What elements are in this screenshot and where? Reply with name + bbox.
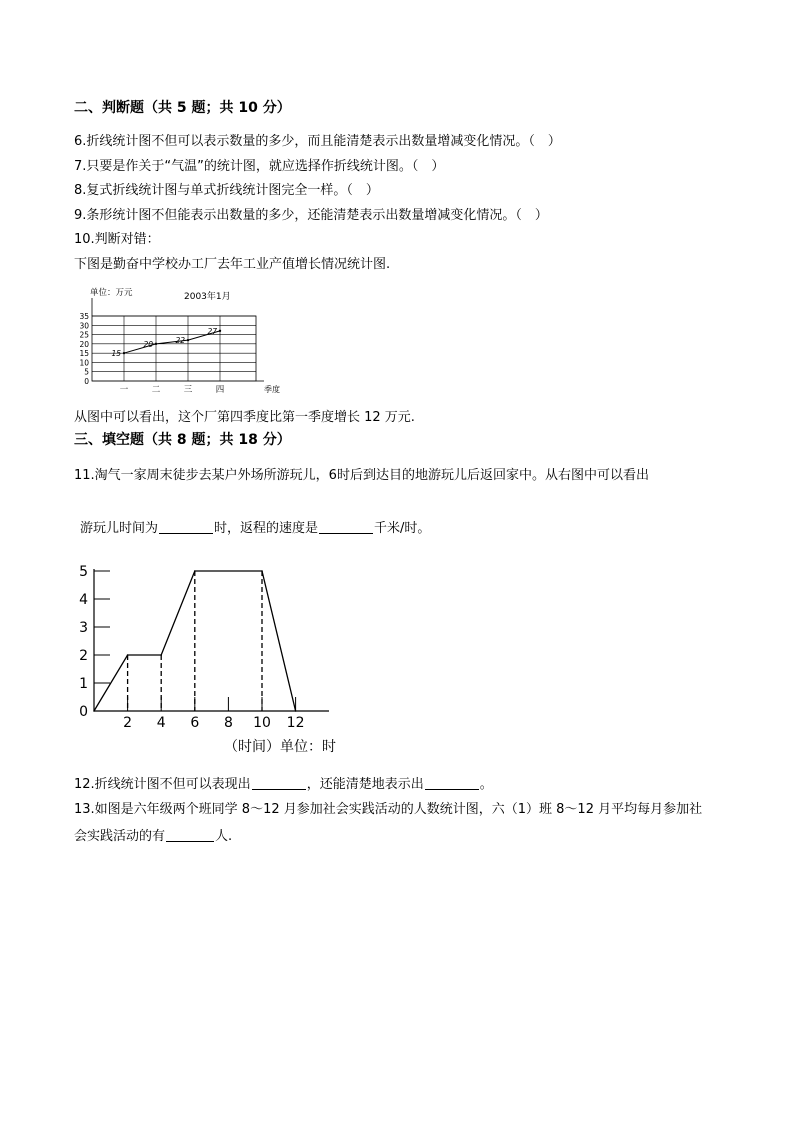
chart1-point	[187, 339, 189, 341]
chart2-x-tick-label: 6	[190, 715, 200, 731]
chart2-point	[194, 570, 196, 572]
chart-production	[74, 282, 304, 398]
chart2-y-tick-label: 1	[79, 676, 88, 692]
chart1-data-label: 27	[207, 326, 217, 336]
section2-heading: 二、判断题（共 5 题；共 10 分）	[74, 100, 291, 116]
q13-text-2: 人.	[215, 829, 233, 844]
question-13-line1: 13.如图是六年级两个班同学 8～12 月参加社会实践活动的人数统计图，六（1）班 8～12 月平均每月参加社	[74, 802, 703, 817]
chart2-y-tick-label: 3	[79, 620, 88, 636]
q13-text-1: 会实践活动的有	[74, 829, 166, 844]
chart2-y-ticks	[79, 564, 88, 720]
question-10-title: 10.判断对错：	[74, 232, 160, 247]
question-12	[74, 776, 493, 793]
chart1-y-tick-label: 15	[79, 349, 89, 359]
chart1-point	[155, 343, 157, 345]
question-11-fill	[80, 520, 430, 537]
chart2-point	[160, 654, 162, 656]
chart1-y-tick-label: 20	[79, 339, 89, 349]
chart1-y-tick-label: 10	[79, 358, 89, 368]
chart1-y-tick-label: 30	[79, 321, 89, 331]
q11-blank-2[interactable]	[319, 520, 373, 534]
chart1-point	[219, 330, 221, 332]
chart1-title: 2003年1月	[184, 292, 231, 302]
chart1-data-label: 22	[175, 336, 185, 346]
q11-text-1: 游玩儿时间为	[80, 521, 159, 536]
chart1-line	[124, 331, 220, 353]
chart2-y-tick-label: 2	[79, 648, 88, 664]
chart2-y-tick-label: 4	[79, 592, 88, 608]
chart1-y-tick-label: 35	[79, 312, 89, 321]
chart1-x-tick-label: 三	[183, 385, 193, 395]
q12-text-3: 。	[479, 777, 493, 792]
question-8: 8.复式折线统计图与单式折线统计图完全一样。（ ）	[74, 183, 379, 198]
chart2-point	[93, 710, 95, 712]
q11-text-3: 千米/时。	[374, 521, 431, 536]
chart2-x-ticks	[123, 715, 304, 731]
chart2-point	[261, 570, 263, 572]
chart1-data-label: 15	[111, 349, 121, 359]
chart1-unit-label: 单位：万元	[90, 288, 133, 298]
chart1-series	[111, 327, 221, 358]
question-11: 11.淘气一家周末徒步去某户外场所游玩儿，6时后到达目的地游玩儿后返回家中。从右图中可以看出	[74, 468, 649, 483]
chart1-x-tick-label: 一	[119, 385, 129, 395]
q11-text-2: 时，返程的速度是	[214, 521, 319, 536]
chart1-x-label: 季度	[264, 385, 280, 394]
q12-text-2: ，还能清楚地表示出	[306, 777, 424, 792]
chart1-x-ticks	[120, 385, 225, 395]
chart2-point	[295, 710, 297, 712]
q13-blank[interactable]	[166, 828, 214, 842]
chart1-x-tick-label: 四	[215, 385, 225, 395]
chart1-y-ticks	[79, 312, 89, 386]
chart2-dashed-lines	[128, 571, 262, 711]
q12-blank-1[interactable]	[252, 776, 306, 790]
chart2-y-tick-label: 5	[79, 564, 88, 580]
chart2-x-tick-label: 10	[253, 715, 271, 731]
chart2-x-tick-label: 2	[123, 715, 133, 731]
chart1-x-tick-label: 二	[151, 385, 161, 395]
chart2-x-tick-label: 12	[286, 715, 305, 731]
section3-heading: 三、填空题（共 8 题；共 18 分）	[74, 432, 291, 448]
chart1-y-tick-label: 5	[84, 367, 89, 377]
chart1-data-label: 20	[143, 339, 153, 349]
question-10-statement: 从图中可以看出，这个厂第四季度比第一季度增长 12 万元.	[74, 410, 415, 425]
question-6: 6.折线统计图不但可以表示数量的多少，而且能清楚表示出数量增减变化情况。（ ）	[74, 134, 561, 149]
chart1-y-tick-label: 0	[84, 377, 89, 386]
chart2-axes	[94, 569, 329, 711]
chart2-x-tick-label: 8	[223, 715, 233, 731]
chart1-y-tick-label: 25	[79, 330, 89, 340]
chart2-x-tick-label: 4	[156, 715, 166, 731]
chart2-x-label: （时间）单位：时	[224, 739, 336, 755]
question-13-line2	[74, 828, 232, 845]
q12-text-1: 12.折线统计图不但可以表现出	[74, 777, 251, 792]
question-10-intro: 下图是勤奋中学校办工厂去年工业产值增长情况统计图.	[74, 257, 391, 272]
chart1-point	[123, 352, 125, 354]
chart2-point	[127, 654, 129, 656]
chart2-y-tick-label: 0	[79, 704, 88, 720]
q11-blank-1[interactable]	[159, 520, 213, 534]
question-7: 7.只要是作关于“气温”的统计图，就应选择作折线统计图。（ ）	[74, 159, 445, 174]
question-9: 9.条形统计图不但能表示出数量的多少，还能清楚表示出数量增减变化情况。（ ）	[74, 208, 548, 223]
q12-blank-2[interactable]	[425, 776, 479, 790]
chart-trip	[74, 560, 364, 760]
